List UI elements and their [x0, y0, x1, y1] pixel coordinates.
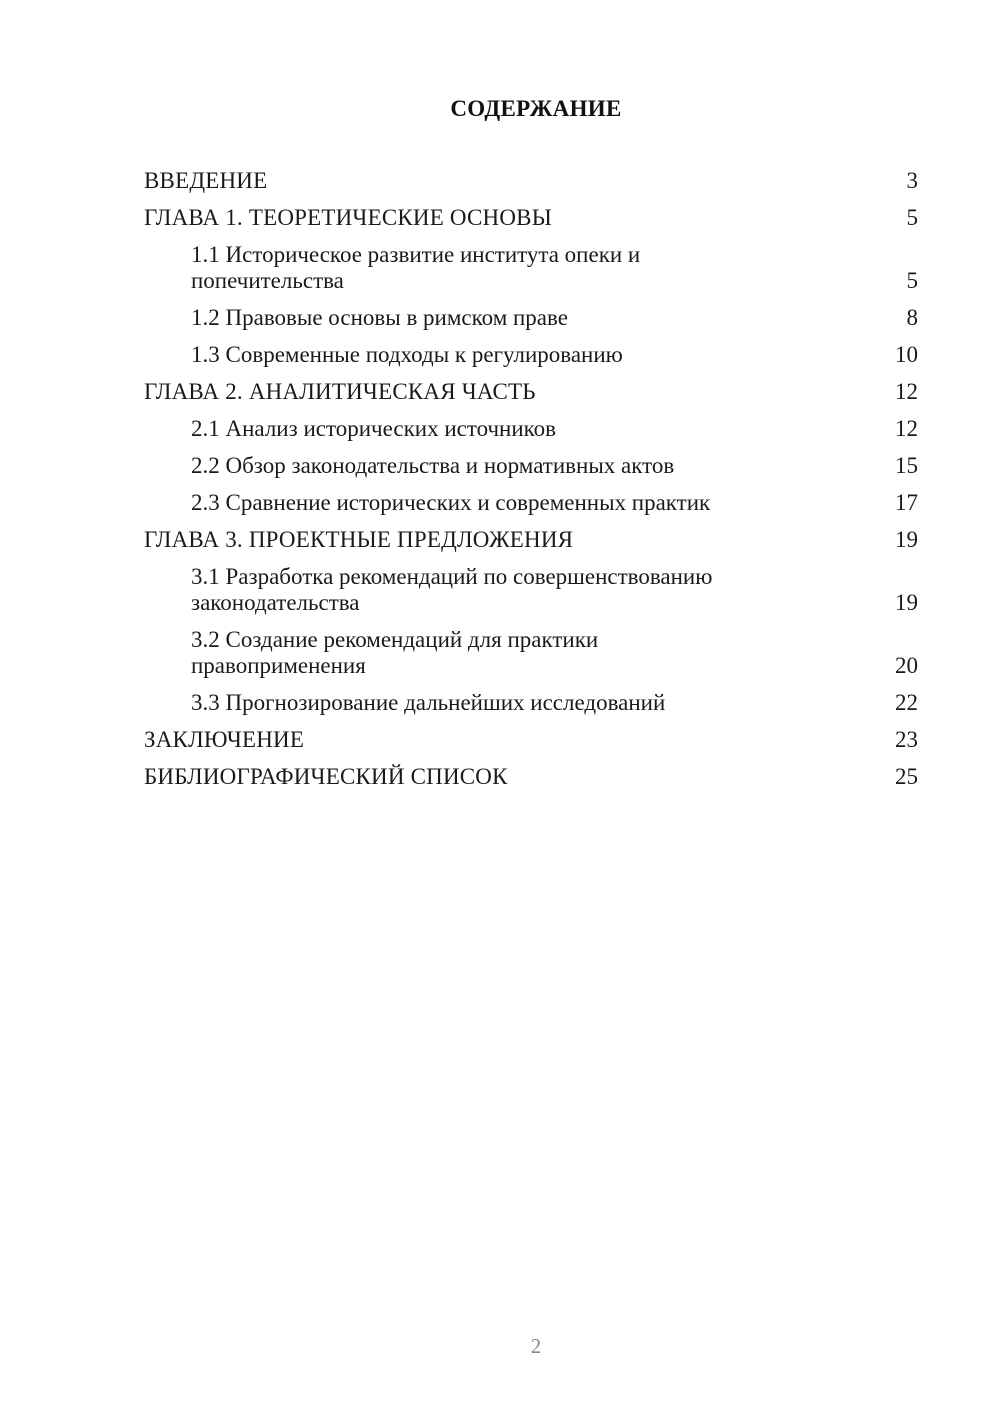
toc-entry-title: ГЛАВА 3. ПРОЕКТНЫЕ ПРЕДЛОЖЕНИЯ: [144, 527, 574, 552]
toc-entry-title: 3.2 Создание рекомендаций для практики правоприменения: [191, 627, 599, 678]
toc-entry-page: 12: [895, 379, 918, 404]
toc-entry-title: 3.1 Разработка рекомендаций по совершенствованию законодательства: [191, 564, 713, 615]
toc-entry-title: БИБЛИОГРАФИЧЕСКИЙ СПИСОК: [144, 764, 508, 789]
toc-entry-page: 3: [906, 168, 918, 193]
toc-entry-title: 2.3 Сравнение исторических и современных практик: [191, 490, 711, 515]
toc-entry: [144, 764, 918, 790]
toc-entry-title: 1.2 Правовые основы в римском праве: [191, 305, 568, 330]
toc-entry: [144, 416, 918, 442]
toc-entry-page: 17: [895, 490, 918, 515]
toc-entry-page: 5: [906, 205, 918, 230]
toc-entry: [144, 627, 918, 679]
toc-entry-title: ГЛАВА 1. ТЕОРЕТИЧЕСКИЕ ОСНОВЫ: [144, 205, 552, 230]
toc-entry: [144, 527, 918, 553]
toc-entry: [144, 690, 918, 716]
toc-entry: [144, 168, 918, 194]
table-of-contents: [144, 168, 918, 801]
toc-entry: [144, 379, 918, 405]
toc-entry-page: 20: [895, 653, 918, 678]
toc-entry-page: 22: [895, 690, 918, 715]
toc-entry-page: 19: [895, 527, 918, 552]
toc-entry: [144, 727, 918, 753]
page-number: 2: [530, 1334, 542, 1358]
toc-entry-title: 2.1 Анализ исторических источников: [191, 416, 557, 441]
toc-entry-page: 19: [895, 590, 918, 615]
toc-entry-page: 10: [895, 342, 918, 367]
toc-entry-page: 15: [895, 453, 918, 478]
toc-entry: [144, 490, 918, 516]
toc-entry-page: 5: [906, 268, 918, 293]
toc-entry-title: 1.1 Историческое развитие института опеки и попечительства: [191, 242, 641, 293]
toc-entry: [144, 453, 918, 479]
toc-entry-title: 3.3 Прогнозирование дальнейших исследований: [191, 690, 666, 715]
toc-entry-page: 12: [895, 416, 918, 441]
toc-entry: [144, 205, 918, 231]
toc-entry: [144, 342, 918, 368]
toc-entry: [144, 564, 918, 616]
toc-entry-title: ЗАКЛЮЧЕНИЕ: [144, 727, 305, 752]
toc-entry-title: 1.3 Современные подходы к регулированию: [191, 342, 623, 367]
toc-entry-page: 23: [895, 727, 918, 752]
toc-entry-page: 25: [895, 764, 918, 789]
toc-entry-title: ВВЕДЕНИЕ: [144, 168, 268, 193]
page-title: СОДЕРЖАНИЕ: [450, 96, 622, 121]
toc-entry: [144, 305, 918, 331]
toc-entry: [144, 242, 918, 294]
toc-entry-title: 2.2 Обзор законодательства и нормативных актов: [191, 453, 675, 478]
toc-entry-title: ГЛАВА 2. АНАЛИТИЧЕСКАЯ ЧАСТЬ: [144, 379, 536, 404]
toc-entry-page: 8: [906, 305, 918, 330]
